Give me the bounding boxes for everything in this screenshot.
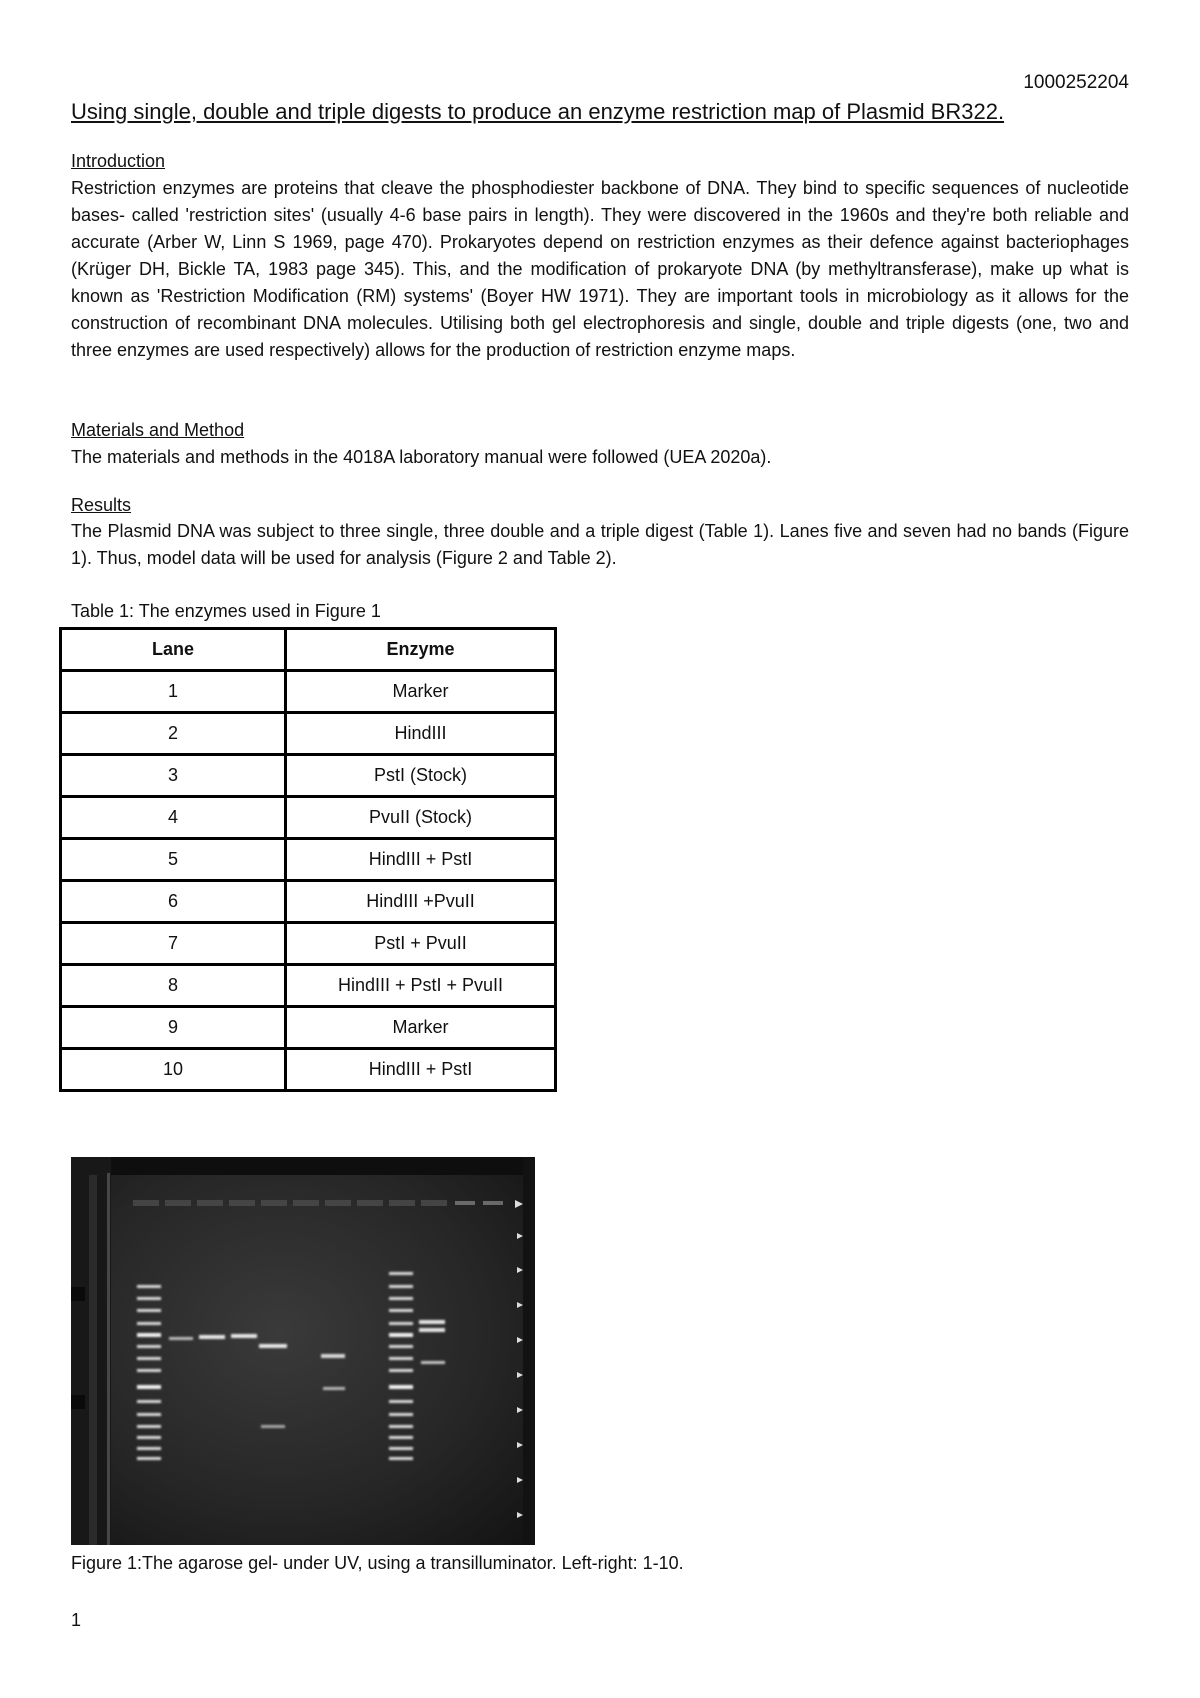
introduction-paragraph: Restriction enzymes are proteins that cleave the phosphodiester backbone of DNA. They bind to specific sequences of nucleotide bases- called 'restriction sites' (usually 4-6 base pairs in length). They were discovered in the 1960s and they're both reliable and accurate (Arber W, Linn S 1969, page 470). Prokaryotes depend on restriction enzymes as their defence against bacteriophages (Krüger DH, Bickle TA, 1983 page 345). This, and the modification of prokaryote DNA (by methyltransferase), make up what is known as 'Restriction Modification (RM) systems' (Boyer HW 1971). They are important tools in microbiology as it allows for the construction of recombinant DNA molecules. Utilising both gel electrophoresis and single, double and triple digests (one, two and three enzymes are used respectively) allows for the production of restriction enzyme maps. xyxy=(71,178,1129,360)
figure-caption: Figure 1:The agarose gel- under UV, using a transilluminator. Left-right: 1-10. xyxy=(71,1553,684,1573)
enzyme-table xyxy=(59,627,557,1092)
column-header-lane: Lane xyxy=(61,629,286,671)
gel-top-edge xyxy=(71,1157,535,1175)
page-number: 1 xyxy=(71,1610,82,1630)
enzyme-cell: HindIII +PvuII xyxy=(286,881,556,923)
lane-cell: 6 xyxy=(61,881,286,923)
student-id: 1000252204 xyxy=(1023,72,1129,93)
lane-cell: 1 xyxy=(61,671,286,713)
enzyme-cell: PstI + PvuII xyxy=(286,923,556,965)
table-caption: Table 1: The enzymes used in Figure 1 xyxy=(71,601,381,621)
table-row xyxy=(61,713,556,755)
results-paragraph: The Plasmid DNA was subject to three single, three double and a triple digest (Table 1). Lanes five and seven had no bands (Figure 1). Thus, model data will be used for analysis (Figure 2 and Table 2). xyxy=(71,521,1129,568)
table-row xyxy=(61,965,556,1007)
lane-cell: 7 xyxy=(61,923,286,965)
enzyme-cell: PvuII (Stock) xyxy=(286,797,556,839)
agarose-gel-image xyxy=(71,1157,535,1545)
table-row xyxy=(61,1049,556,1091)
table-row xyxy=(61,671,556,713)
results-heading: Results xyxy=(71,495,132,515)
table-row xyxy=(61,923,556,965)
materials-paragraph: The materials and methods in the 4018A laboratory manual were followed (UEA 2020a). xyxy=(71,447,772,467)
introduction-heading: Introduction xyxy=(71,151,166,171)
enzyme-cell: HindIII + PstI xyxy=(286,1049,556,1091)
table-row xyxy=(61,1007,556,1049)
table-row xyxy=(61,797,556,839)
enzyme-cell: Marker xyxy=(286,671,556,713)
table-header-row xyxy=(61,629,556,671)
table-row xyxy=(61,839,556,881)
gel-tray-rail xyxy=(89,1175,97,1545)
enzyme-cell: HindIII + PstI xyxy=(286,839,556,881)
enzyme-cell: Marker xyxy=(286,1007,556,1049)
lane-cell: 5 xyxy=(61,839,286,881)
enzyme-cell: PstI (Stock) xyxy=(286,755,556,797)
lane-cell: 4 xyxy=(61,797,286,839)
table-row xyxy=(61,881,556,923)
gel-background xyxy=(71,1157,535,1545)
lane-cell: 9 xyxy=(61,1007,286,1049)
lane-cell: 8 xyxy=(61,965,286,1007)
column-header-enzyme: Enzyme xyxy=(286,629,556,671)
table-row xyxy=(61,755,556,797)
document-title: Using single, double and triple digests to produce an enzyme restriction map of Plasmid BR322. xyxy=(71,99,1005,124)
lane-cell: 3 xyxy=(61,755,286,797)
lane-cell: 2 xyxy=(61,713,286,755)
enzyme-cell: HindIII + PstI + PvuII xyxy=(286,965,556,1007)
lane-cell: 10 xyxy=(61,1049,286,1091)
enzyme-cell: HindIII xyxy=(286,713,556,755)
materials-heading: Materials and Method xyxy=(71,420,245,440)
